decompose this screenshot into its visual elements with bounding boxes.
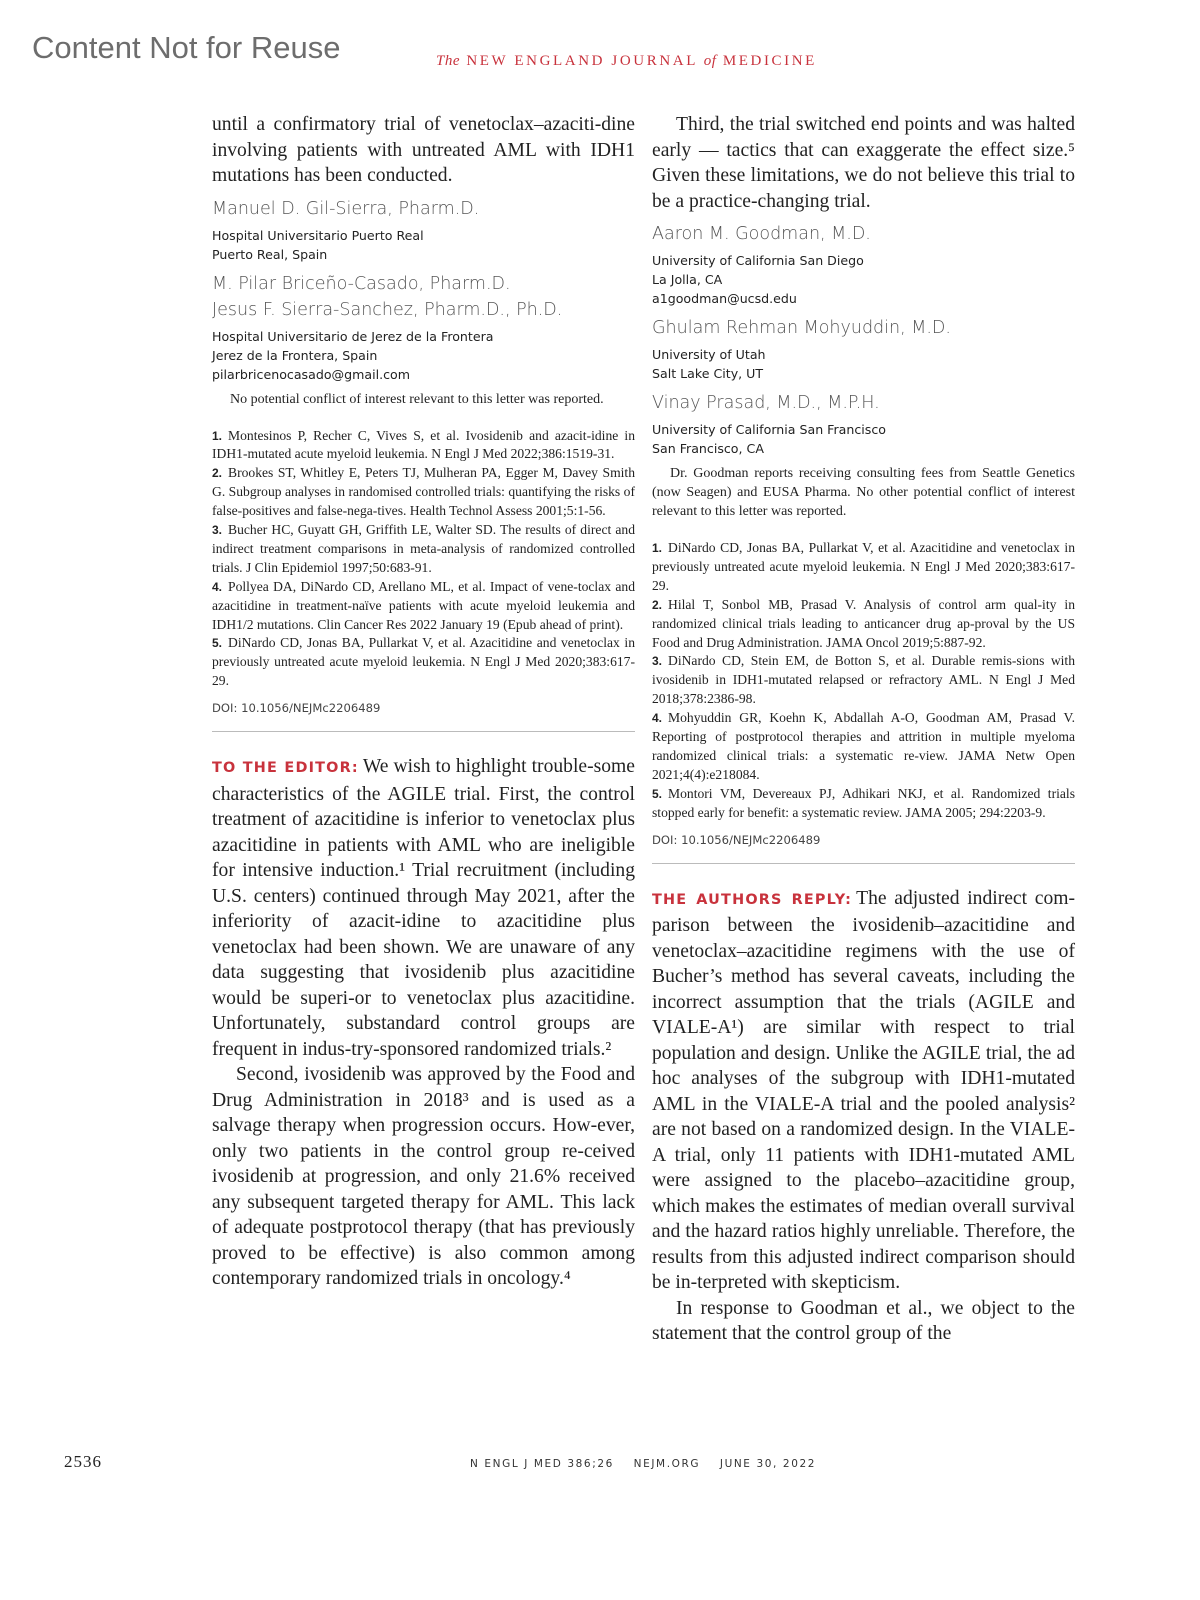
reference-item: 3. DiNardo CD, Stein EM, de Botton S, et al. Durable remis-sions with ivosidenib in IDH1-mutated relapsed or refractory AML. N Engl J Med 2018;378:2386-98.: [652, 653, 1075, 707]
right-continuation-paragraph: Third, the trial switched end points and was halted early — tactics that can exaggerate the effect size.⁵ Given these limitations, we do not believe this trial to be a practice-changing trial.: [652, 114, 1075, 212]
journal-header: [436, 53, 817, 70]
authors-reply-label: THE AUTHORS REPLY:: [652, 891, 853, 908]
reference-item: 2. Hilal T, Sonbol MB, Prasad V. Analysis of control arm qual-ity in randomized clinical trials leading to anticancer drug ap-proval by the US Food and Drug Administration. JAMA Oncol 2019;5:887-92.: [652, 596, 1075, 650]
author-sierra-sanchez: Jesus F. Sierra-Sanchez, Pharm.D., Ph.D.: [212, 299, 563, 320]
affiliation-utah: [652, 345, 1075, 383]
left-column: [212, 112, 635, 1292]
reference-item: 2. Brookes ST, Whitley E, Peters TJ, Mulheran PA, Egger M, Davey Smith G. Subgroup analyses in randomised controlled trials: quantifying the risks of false-positives and false-nega-tives. Health Technol Assess 2001;5:1-56.: [212, 465, 635, 519]
affil-email: a1goodman@ucsd.edu: [652, 291, 797, 306]
author-goodman: Aaron M. Goodman, M.D.: [652, 224, 871, 244]
author-mohyuddin: Ghulam Rehman Mohyuddin, M.D.: [652, 318, 951, 338]
references-left: [212, 427, 635, 692]
letter-paragraph-1: TO THE EDITOR: We wish to highlight trouble-some characteristics of the AGILE trial. First, the control treatment of azacitidine is inferior to venetoclax plus azacitidine in patients with AML who are ineligible for intensive induction.¹ Trial recruitment (including U.S. centers) continued through May 2021, after the inferiority of azacit-idine to azacitidine plus venetoclax had been shown. We are unaware of any data suggesting that ivosidenib plus azacitidine would be superi-or to venetoclax plus azacitidine. Unfortunately, substandard control groups are frequent in indus-try-sponsored randomized trials.²: [212, 756, 635, 1060]
reply-paragraph-2: In response to Goodman et al., we object to the statement that the control group of the: [652, 1297, 1075, 1345]
affil-line: University of Utah: [652, 347, 766, 362]
doi-left: DOI: 10.1056/NEJMc2206489: [212, 701, 381, 716]
reference-item: 1. Montesinos P, Recher C, Vives S, et al. Ivosidenib and azacit-idine in IDH1-mutated acute myeloid leukemia. N Engl J Med 2022;386:1519-31.: [212, 427, 635, 462]
section-divider: [652, 863, 1075, 864]
right-column: [652, 112, 1075, 1347]
section-divider: [212, 731, 635, 732]
reference-item: 5. DiNardo CD, Jonas BA, Pullarkat V, et al. Azacitidine and venetoclax in previously untreated acute myeloid leukemia. N Engl J Med 2020;383:617-29.: [212, 635, 635, 689]
author-prasad: Vinay Prasad, M.D., M.P.H.: [652, 393, 880, 413]
affil-line: Salt Lake City, UT: [652, 366, 764, 381]
affil-line: University of California San Francisco: [652, 422, 886, 437]
author-briceno-casado: M. Pilar Briceño-Casado, Pharm.D.: [212, 273, 511, 294]
watermark: Content Not for Reuse: [32, 30, 341, 65]
affil-line: La Jolla, CA: [652, 272, 723, 287]
affiliation-ucsd: [652, 251, 1075, 308]
to-the-editor-label: TO THE EDITOR:: [212, 760, 359, 777]
references-right: [652, 539, 1075, 823]
reference-item: 4. Mohyuddin GR, Koehn K, Abdallah A-O, Goodman AM, Prasad V. Reporting of postprotocol therapies and attrition in multiple myeloma randomized clinical trials: a systematic re-view. JAMA Netw Open 2021;4(4):e218084.: [652, 710, 1075, 782]
letter-paragraph-2: Second, ivosidenib was approved by the Food and Drug Administration in 2018³ and is used as a salvage therapy when progression occurs. How-ever, only two patients in the control group re-ceived ivosidenib at progression, and only 21.6% received any subsequent targeted therapy for AML. This lack of adequate postprotocol therapy (that has previously proved to be effective) is also common among contemporary randomized trials in oncology.⁴: [212, 1064, 635, 1290]
affil-line: Puerto Real, Spain: [212, 246, 328, 262]
journal-the: The: [436, 53, 460, 69]
doi-right: DOI: 10.1056/NEJMc2206489: [652, 832, 821, 847]
affiliation-puerto-real: [212, 226, 635, 264]
author-gil-sierra: Manuel D. Gil-Sierra, Pharm.D.: [212, 198, 480, 219]
footer-citation: N ENGL J MED 386;26 NEJM.ORG JUNE 30, 2022: [470, 1458, 817, 1470]
reference-item: 5. Montori VM, Devereaux PJ, Adhikari NKJ, et al. Randomized trials stopped early for benefit: a systematic review. JAMA 2005; 294:2203-9.: [652, 785, 1075, 820]
reference-item: 1. DiNardo CD, Jonas BA, Pullarkat V, et al. Azacitidine and venetoclax in previously untreated acute myeloid leukemia. N Engl J Med 2020;383:617-29.: [652, 540, 1075, 593]
affil-line: Jerez de la Frontera, Spain: [212, 347, 378, 363]
journal-of: of: [703, 53, 717, 69]
reference-item: 3. Bucher HC, Guyatt GH, Griffith LE, Walter SD. The results of direct and indirect treatment comparisons in meta-analysis of randomized controlled trials. J Clin Epidemiol 1997;50:683-91.: [212, 522, 635, 575]
affil-line: University of California San Diego: [652, 253, 864, 268]
reply-paragraph-1: THE AUTHORS REPLY: The adjusted indirect com-parison between the ivosidenib–azacitidine and venetoclax–azacitidine regimens with the use of Bucher’s method has several caveats, including the incorrect assumption that the trials (AGILE and VIALE-A¹) are similar with respect to trial population and design. Unlike the AGILE trial, the ad hoc analyses of the subgroup with IDH1-mutated AML in the VIALE-A trial and the pooled analysis² are not based on a randomized design. In the VIALE-A trial, only 11 patients with IDH1-mutated AML were assigned to the placebo–azacitidine group, which makes the estimates of median overall survival and the hazard ratios highly unreliable. Therefore, the results from this adjusted indirect comparison should be in-terpreted with skepticism.: [652, 887, 1076, 1294]
reference-item: 4. Pollyea DA, DiNardo CD, Arellano ML, et al. Impact of vene-toclax and azacitidine in treatment-naïve patients with acute myeloid leukemia and IDH1/2 mutations. Clin Cancer Res 2022 January 19 (Epub ahead of print).: [212, 578, 635, 632]
left-continuation-paragraph: until a confirmatory trial of venetoclax–azaciti-dine involving patients with untreated AML with IDH1 mutations has been conducted.: [212, 114, 635, 186]
affil-email: pilarbricenocasado@gmail.com: [212, 366, 411, 382]
journal-name-a: NEW ENGLAND JOURNAL: [466, 53, 698, 69]
page-number: 2536: [64, 1452, 102, 1471]
disclosure-right: Dr. Goodman reports receiving consulting fees from Seattle Genetics (now Seagen) and EUSA Pharma. No other potential conflict of interest relevant to this letter was reported.: [652, 466, 1075, 519]
affiliation-ucsf: [652, 420, 1075, 458]
affiliation-jerez: [212, 327, 635, 384]
disclosure-left: No potential conflict of interest relevant to this letter was reported.: [230, 391, 604, 407]
journal-name-b: MEDICINE: [722, 53, 817, 69]
affil-line: Hospital Universitario de Jerez de la Frontera: [212, 328, 494, 344]
affil-line: San Francisco, CA: [652, 441, 764, 456]
affil-line: Hospital Universitario Puerto Real: [212, 227, 424, 243]
